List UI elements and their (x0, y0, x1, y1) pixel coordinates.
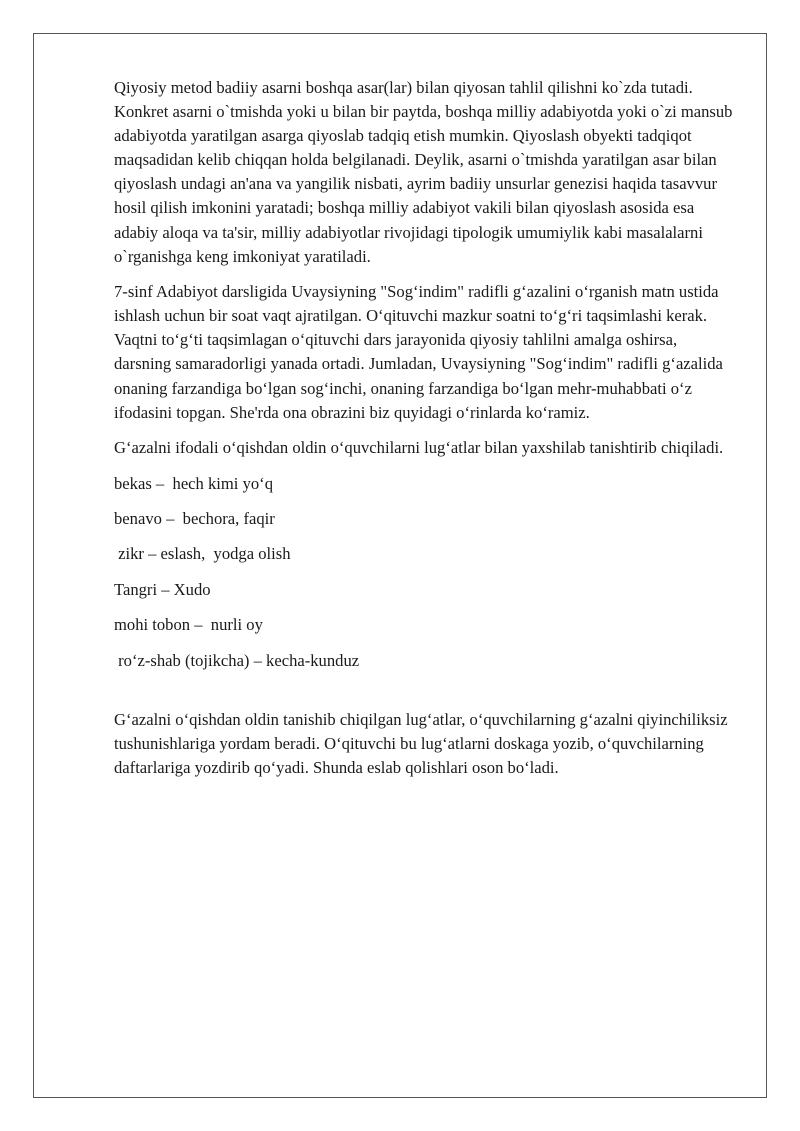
paragraph-comparative-method: Qiyosiy metod badiiy asarni boshqa asar(lar) bilan qiyosan tahlil qilishni ko`zda tutadi. Konkret asarni o`tmishda yoki u bilan bir paytda, boshqa milliy adabiyotda yoki o`zi mansub adabiyotda yaratilgan asarga qiyoslab tadqiq etish mumkin. Qiyoslash obyekti tadqiqot maqsadidan kelib chiqqan holda belgilanadi. Deylik, asarni o`tmishda yaratilgan asar bilan qiyoslash undagi an'ana va yangilik nisbati, ayrim badiiy unsurlar genezisi haqida tasavvur hosil qilish imkonini yaratadi; boshqa milliy adabiyot vakili bilan qiyoslash asosida esa adabiy aloqa va ta'sir, milliy adabiyotlar rivojidagi tipologik umumiylik kabi masalalarni o`rganishga keng imkoniyat yaratiladi. (114, 78, 733, 266)
document-body (114, 76, 736, 792)
glossary-list (114, 472, 736, 673)
glossary-item-roz-shab: ro‘z-shab (tojikcha) – kecha-kunduz (114, 650, 360, 670)
glossary-item-benavo: benavo – bechora, faqir (114, 508, 275, 528)
paragraph-glossary-intro: G‘azalni ifodali o‘qishdan oldin o‘quvchilarni lug‘atlar bilan yaxshilab tanishtirib chiqiladi. (114, 438, 724, 458)
paragraph-lesson-description: 7-sinf Adabiyot darsligida Uvaysiyning "Sog‘indim" radifli g‘azalini o‘rganish matn ustida ishlash uchun bir soat vaqt ajratilgan. O‘qituvchi mazkur soatni to‘g‘ri taqsimlashi kerak. Vaqtni to‘g‘ti taqsimlagan o‘qituvchi dars jarayonida qiyosiy tahlilni amalga oshirsa, darsning samaradorligi yanada ortadi. Jumladan, Uvaysiyning "Sog‘indim" radifli g‘azalida onaning farzandiga bo‘lgan sog‘inchi, onaning farzandiga bo‘lgan mehr-muhabbati o‘z ifodasini topgan. She'rda ona obrazini biz quyidagi o‘rinlarda ko‘ramiz. (114, 282, 723, 422)
glossary-item-bekas: bekas – hech kimi yo‘q (114, 473, 273, 493)
glossary-item-zikr: zikr – eslash, yodga olish (114, 544, 291, 564)
blank-line (114, 684, 736, 708)
paragraph-closing: G‘azalni o‘qishdan oldin tanishib chiqilgan lug‘atlar, o‘quvchilarning g‘azalni qiyinchiliksiz tushunishlariga yordam beradi. O‘qituvchi bu lug‘atlarni doskaga yozib, o‘quvchilarning daftarlariga yozdirib qo‘yadi. Shunda eslab qolishlari oson bo‘ladi. (114, 709, 728, 778)
glossary-item-tangri: Tangri – Xudo (114, 579, 211, 599)
glossary-item-mohi-tobon: mohi tobon – nurli oy (114, 615, 263, 635)
